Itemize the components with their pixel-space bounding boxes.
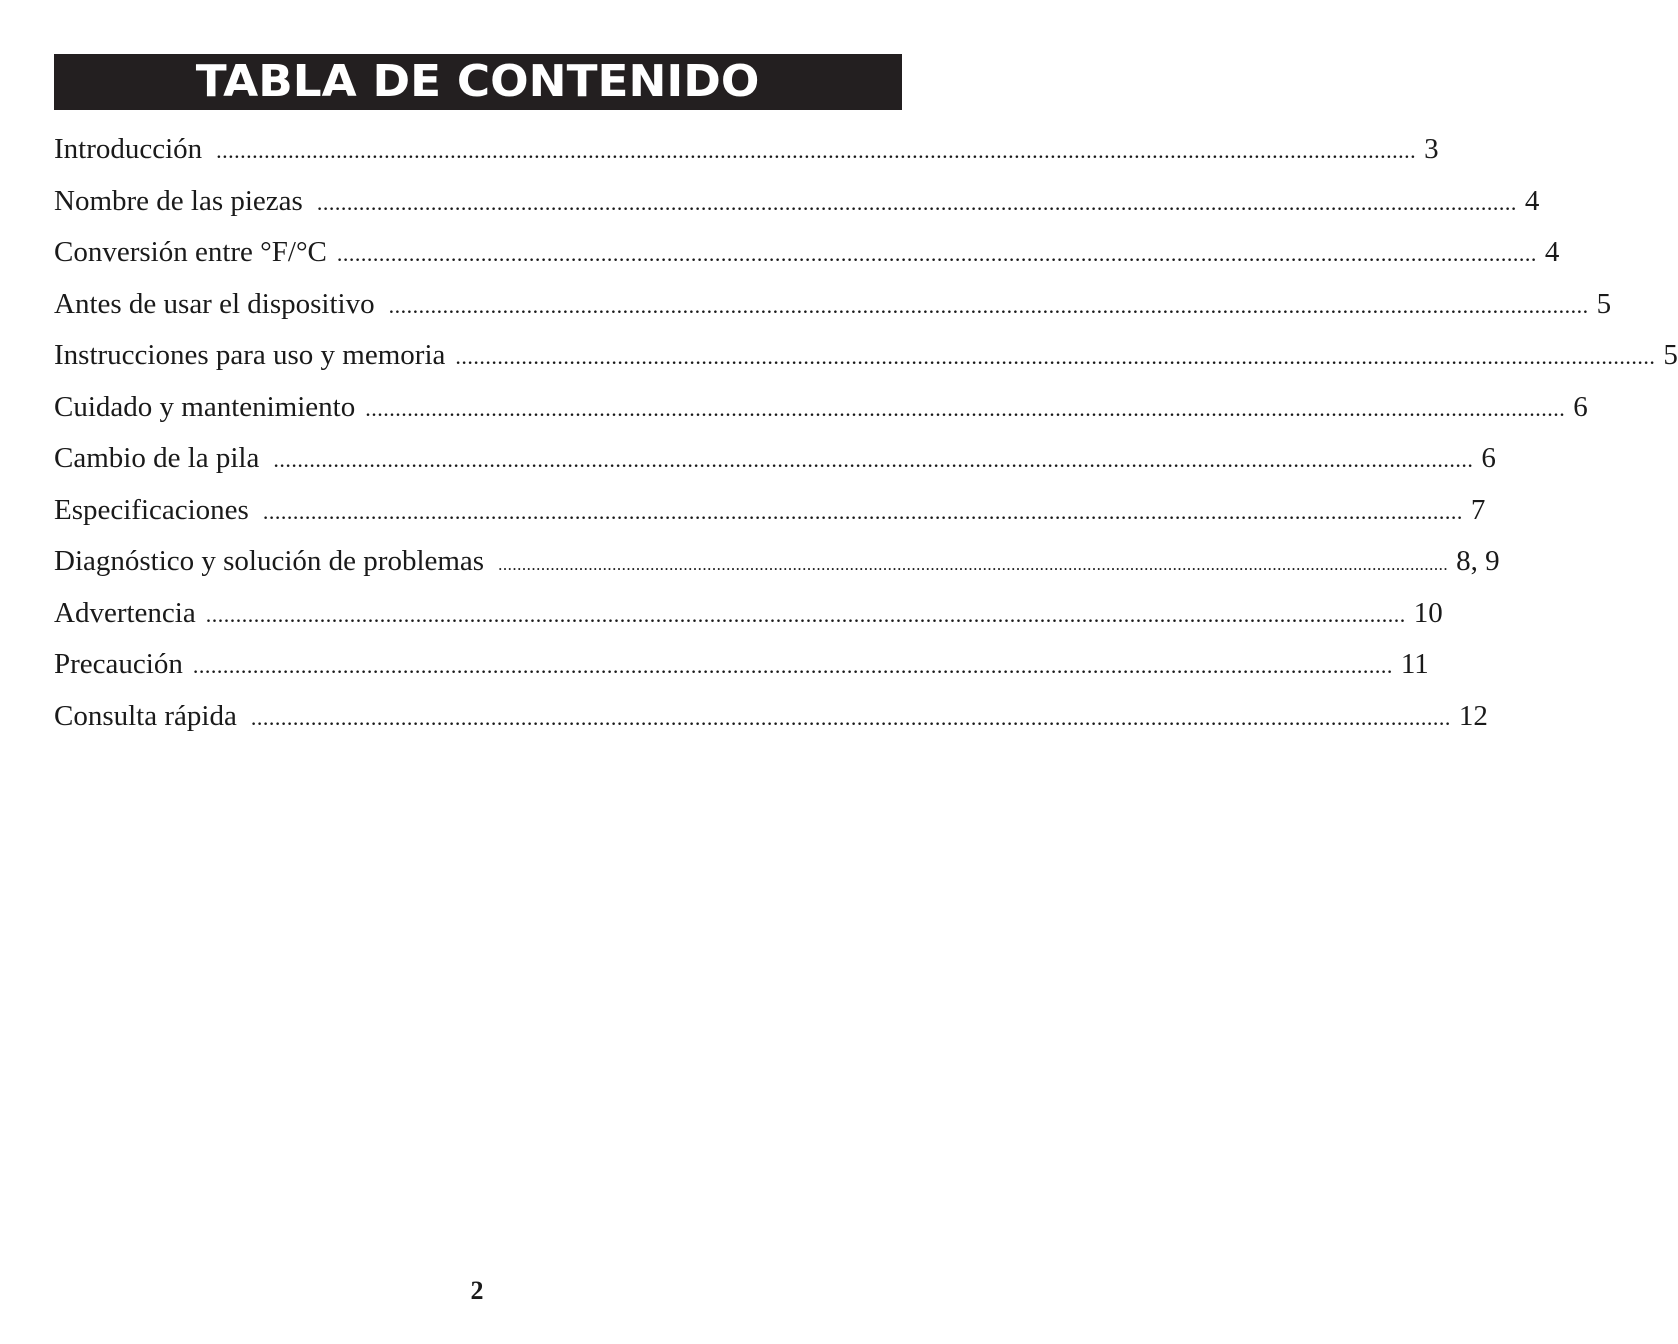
dot-leader: ........................................................................................................................................................................................................	[192, 653, 1393, 678]
title-banner	[54, 54, 902, 110]
toc-entry[interactable]	[54, 588, 1443, 640]
dot-leader: ........................................................................................................................................................................................................	[388, 292, 1589, 318]
toc-entry[interactable]	[54, 227, 1560, 279]
toc-entry-page: 5	[1596, 287, 1612, 320]
toc-entry-label: Cuidado y mantenimiento	[54, 390, 356, 423]
toc-entry-page: 6	[1573, 390, 1588, 423]
dot-leader: ........................................................................................................................................................................................................	[455, 344, 1656, 369]
toc-entry-label: Especificaciones	[54, 493, 249, 526]
toc-entry[interactable]	[54, 536, 1500, 588]
toc-entry-page: 4	[1524, 184, 1540, 217]
toc-entry-label: Precaución	[54, 648, 183, 680]
dot-leader: ........................................................................................................................................................................................................	[250, 704, 1451, 730]
toc-entry-label: Conversión entre °F/°C	[54, 236, 327, 268]
toc-entry[interactable]	[54, 433, 1496, 485]
toc-entry-page: 7	[1470, 493, 1486, 526]
toc-entry-label: Instrucciones para uso y memoria	[54, 339, 446, 371]
toc-entry[interactable]	[54, 691, 1488, 743]
dot-leader: ........................................................................................................................................................................................................	[216, 138, 1417, 163]
toc-entry-page: 6	[1481, 442, 1496, 474]
toc-entry[interactable]	[54, 176, 1540, 228]
toc-entry[interactable]	[54, 485, 1486, 537]
dot-leader: ........................................................................................................................................................................................................	[205, 601, 1406, 627]
toc-entry-label: Consulta rápida	[54, 699, 237, 732]
toc-entry-page: 3	[1424, 133, 1439, 165]
page-title: TABLA DE CONTENIDO	[196, 56, 760, 107]
toc-entry-page: 10	[1413, 596, 1443, 629]
table-of-contents	[54, 124, 1678, 742]
toc-entry-page: 12	[1458, 699, 1488, 732]
dot-leader: ........................................................................................................................................................................................................	[498, 555, 1449, 574]
toc-entry[interactable]	[54, 124, 1439, 176]
page-number: 2	[470, 1276, 484, 1305]
toc-entry[interactable]	[54, 330, 1678, 382]
toc-entry-label: Diagnóstico y solución de problemas	[54, 545, 485, 577]
dot-leader: ........................................................................................................................................................................................................	[336, 241, 1537, 266]
toc-entry[interactable]	[54, 639, 1429, 691]
dot-leader: ........................................................................................................................................................................................................	[365, 395, 1566, 421]
dot-leader: ........................................................................................................................................................................................................	[273, 447, 1474, 472]
toc-entry-label: Antes de usar el dispositivo	[54, 287, 375, 320]
toc-entry-page: 5	[1663, 339, 1678, 371]
toc-entry-page: 8, 9	[1456, 545, 1500, 577]
toc-entry[interactable]	[54, 279, 1612, 331]
toc-entry-label: Nombre de las piezas	[54, 184, 303, 217]
toc-entry-label: Introducción	[54, 133, 203, 165]
dot-leader: ........................................................................................................................................................................................................	[262, 498, 1463, 524]
dot-leader: ........................................................................................................................................................................................................	[316, 189, 1517, 215]
toc-entry-label: Cambio de la pila	[54, 442, 260, 474]
toc-entry-page: 4	[1544, 236, 1560, 268]
toc-entry-label: Advertencia	[54, 596, 196, 629]
toc-entry[interactable]	[54, 382, 1588, 434]
toc-entry-page: 11	[1400, 648, 1429, 680]
